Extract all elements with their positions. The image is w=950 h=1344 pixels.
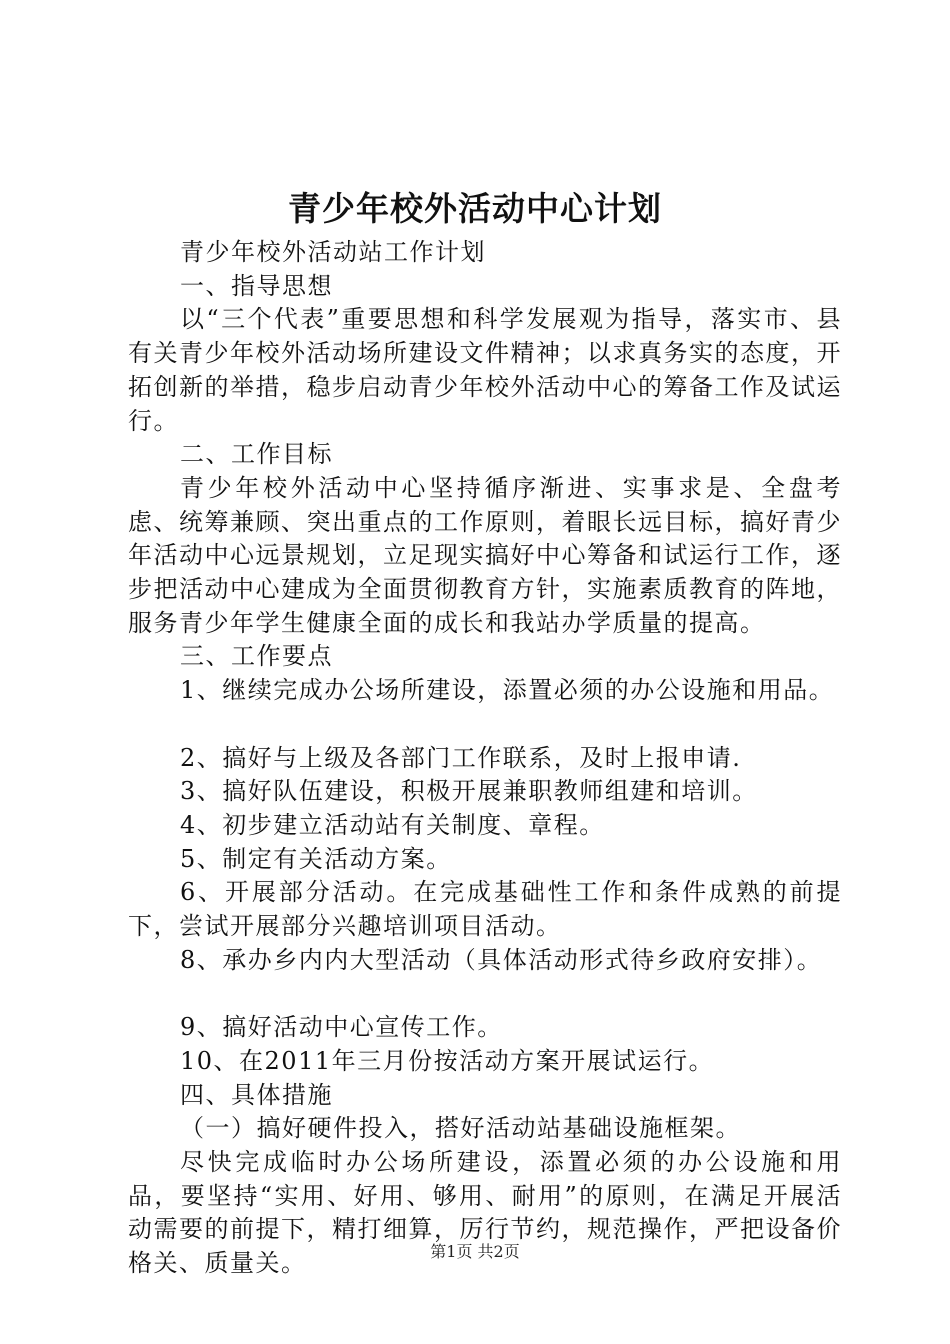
paragraph-guiding-thought: 以“三个代表”重要思想和科学发展观为指导，落实市、县有关青少年校外活动场所建设文件精神；以求真务实的态度，开拓创新的举措，稳步启动青少年校外活动中心的筹备工作及试运行。 [128,305,842,435]
list-item-3: 3、搞好队伍建设，积极开展兼职教师组建和培训。 [180,777,758,806]
section-heading-3: 三、工作要点 [180,642,333,671]
page-footer: 第1页 共2页 [430,1242,520,1261]
paragraph-subtitle: 青少年校外活动站工作计划 [180,238,486,266]
paragraph-work-goal: 青少年校外活动中心坚持循序渐进、实事求是、全盘考虑、统筹兼顾、突出重点的工作原则，着眼长远目标，搞好青少年活动中心远景规划，立足现实搞好中心筹备和试运行工作，逐步把活动中心建成为全面贯彻教育方针，实施素质教育的阵地，服务青少年学生健康全面的成长和我站办学质量的提高。 [128,473,842,637]
document-title: 青少年校外活动中心计划 [288,189,662,228]
list-item-2: 2、搞好与上级及各部门工作联系，及时上报申请. [180,743,742,772]
list-item-4: 4、初步建立活动站有关制度、章程。 [180,810,605,839]
list-item-8: 8、承办乡内内大型活动（具体活动形式待乡政府安排）。 [180,945,823,974]
section-heading-4: 四、具体措施 [180,1080,333,1109]
document-body [128,236,842,1281]
blank-line [128,708,842,742]
section-heading-2: 二、工作目标 [180,440,333,469]
subsection-heading-1: （一）搞好硬件投入，搭好活动站基础设施框架。 [180,1114,741,1143]
paragraph-measures: 尽快完成临时办公场所建设，添置必须的办公设施和用品，要坚持“实用、好用、够用、耐用”的原则，在满足开展活动需要的前提下，精打细算，厉行节约，规范操作，严把设备价格关、质量关。 [128,1147,842,1278]
list-item-1: 1、继续完成办公场所建设，添置必须的办公设施和用品。 [180,676,835,705]
section-heading-1: 一、指导思想 [180,271,333,300]
list-item-10: 10、在2011年三月份按活动方案开展试运行。 [180,1046,715,1075]
blank-line [128,977,842,1011]
list-item-9: 9、搞好活动中心宣传工作。 [180,1013,503,1042]
list-item-5: 5、制定有关活动方案。 [180,844,452,873]
list-item-6: 6、开展部分活动。在完成基础性工作和条件成熟的前提下，尝试开展部分兴趣培训项目活动。 [128,878,842,941]
